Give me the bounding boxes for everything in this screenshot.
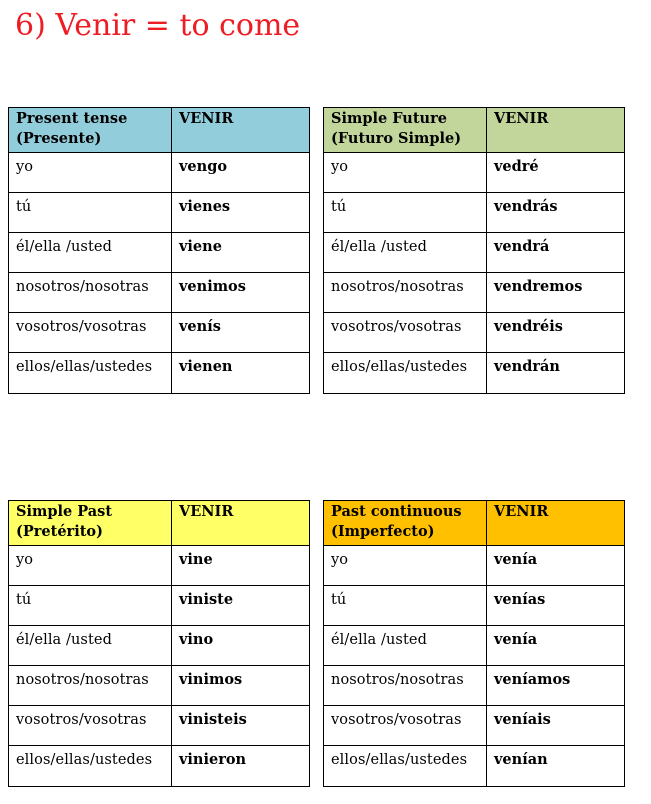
tense-name: Past continuous (331, 503, 462, 520)
tense-name: Simple Future (331, 110, 447, 127)
pronoun-cell: ellos/ellas/ustedes (324, 746, 487, 787)
table-row (324, 313, 625, 353)
verb-form-cell: venís (172, 313, 310, 353)
tense-name-header (324, 108, 487, 153)
pronoun-cell: él/ella /usted (324, 626, 487, 666)
pronoun-cell: yo (9, 153, 172, 193)
verb-form-cell: vendréis (487, 313, 625, 353)
tense-name: Simple Past (16, 503, 113, 520)
pronoun-cell: tú (9, 193, 172, 233)
table-row (324, 666, 625, 706)
verb-form-cell: venías (487, 586, 625, 626)
verb-form-cell: venían (487, 746, 625, 787)
pronoun-cell: vosotros/vosotras (324, 706, 487, 746)
pronoun-cell: vosotros/vosotras (324, 313, 487, 353)
pronoun-cell: nosotros/nosotras (9, 666, 172, 706)
pronoun-cell: nosotros/nosotras (324, 666, 487, 706)
pronoun-cell: vosotros/vosotras (9, 706, 172, 746)
table-row (9, 706, 310, 746)
verb-form-cell: vinieron (172, 746, 310, 787)
table-header-row (324, 108, 625, 153)
pronoun-cell: tú (9, 586, 172, 626)
present-tense-table (8, 107, 310, 394)
tense-name-header (9, 108, 172, 153)
tense-name-header (9, 501, 172, 546)
table-row (324, 273, 625, 313)
verb-form-cell: veníamos (487, 666, 625, 706)
pronoun-cell: él/ella /usted (324, 233, 487, 273)
tense-name: Present tense (16, 110, 128, 127)
table-row (9, 233, 310, 273)
simple-future-table (323, 107, 625, 394)
table-row (324, 546, 625, 586)
table-row (9, 313, 310, 353)
verb-form-cell: vengo (172, 153, 310, 193)
tense-name-spanish: (Pretérito) (16, 523, 103, 540)
verb-form-cell: vendrás (487, 193, 625, 233)
pronoun-cell: ellos/ellas/ustedes (9, 353, 172, 394)
table-row (9, 666, 310, 706)
table-header-row (9, 501, 310, 546)
pronoun-cell: ellos/ellas/ustedes (9, 746, 172, 787)
past-continuous-table (323, 500, 625, 787)
verb-form-cell: viene (172, 233, 310, 273)
table-row (9, 273, 310, 313)
verb-form-cell: viniste (172, 586, 310, 626)
tense-name-header (324, 501, 487, 546)
table-row (9, 153, 310, 193)
verb-header: VENIR (172, 108, 310, 153)
verb-form-cell: vendrá (487, 233, 625, 273)
verb-header: VENIR (172, 501, 310, 546)
table-row (9, 746, 310, 787)
verb-form-cell: vinimos (172, 666, 310, 706)
tense-name-spanish: (Futuro Simple) (331, 130, 462, 147)
verb-form-cell: veníais (487, 706, 625, 746)
table-row (324, 153, 625, 193)
verb-form-cell: vendremos (487, 273, 625, 313)
pronoun-cell: vosotros/vosotras (9, 313, 172, 353)
pronoun-cell: yo (324, 546, 487, 586)
table-row (324, 233, 625, 273)
table-row (324, 706, 625, 746)
table-row (9, 353, 310, 394)
verb-form-cell: vine (172, 546, 310, 586)
table-row (9, 626, 310, 666)
pronoun-cell: yo (9, 546, 172, 586)
verb-form-cell: vinisteis (172, 706, 310, 746)
table-row (324, 586, 625, 626)
pronoun-cell: nosotros/nosotras (324, 273, 487, 313)
verb-header: VENIR (487, 501, 625, 546)
verb-form-cell: vienes (172, 193, 310, 233)
table-row (324, 353, 625, 394)
verb-form-cell: venía (487, 546, 625, 586)
verb-header: VENIR (487, 108, 625, 153)
pronoun-cell: él/ella /usted (9, 233, 172, 273)
pronoun-cell: ellos/ellas/ustedes (324, 353, 487, 394)
tense-name-spanish: (Imperfecto) (331, 523, 435, 540)
table-header-row (324, 501, 625, 546)
verb-form-cell: vino (172, 626, 310, 666)
pronoun-cell: él/ella /usted (9, 626, 172, 666)
table-row (324, 626, 625, 666)
verb-form-cell: vedré (487, 153, 625, 193)
pronoun-cell: nosotros/nosotras (9, 273, 172, 313)
verb-form-cell: vendrán (487, 353, 625, 394)
pronoun-cell: tú (324, 193, 487, 233)
table-row (9, 193, 310, 233)
verb-form-cell: vienen (172, 353, 310, 394)
table-row (324, 193, 625, 233)
table-row (324, 746, 625, 787)
table-row (9, 546, 310, 586)
verb-form-cell: venimos (172, 273, 310, 313)
pronoun-cell: yo (324, 153, 487, 193)
simple-past-table (8, 500, 310, 787)
table-header-row (9, 108, 310, 153)
pronoun-cell: tú (324, 586, 487, 626)
table-row (9, 586, 310, 626)
verb-form-cell: venía (487, 626, 625, 666)
tense-name-spanish: (Presente) (16, 130, 102, 147)
page-title: 6) Venir = to come (15, 8, 301, 43)
